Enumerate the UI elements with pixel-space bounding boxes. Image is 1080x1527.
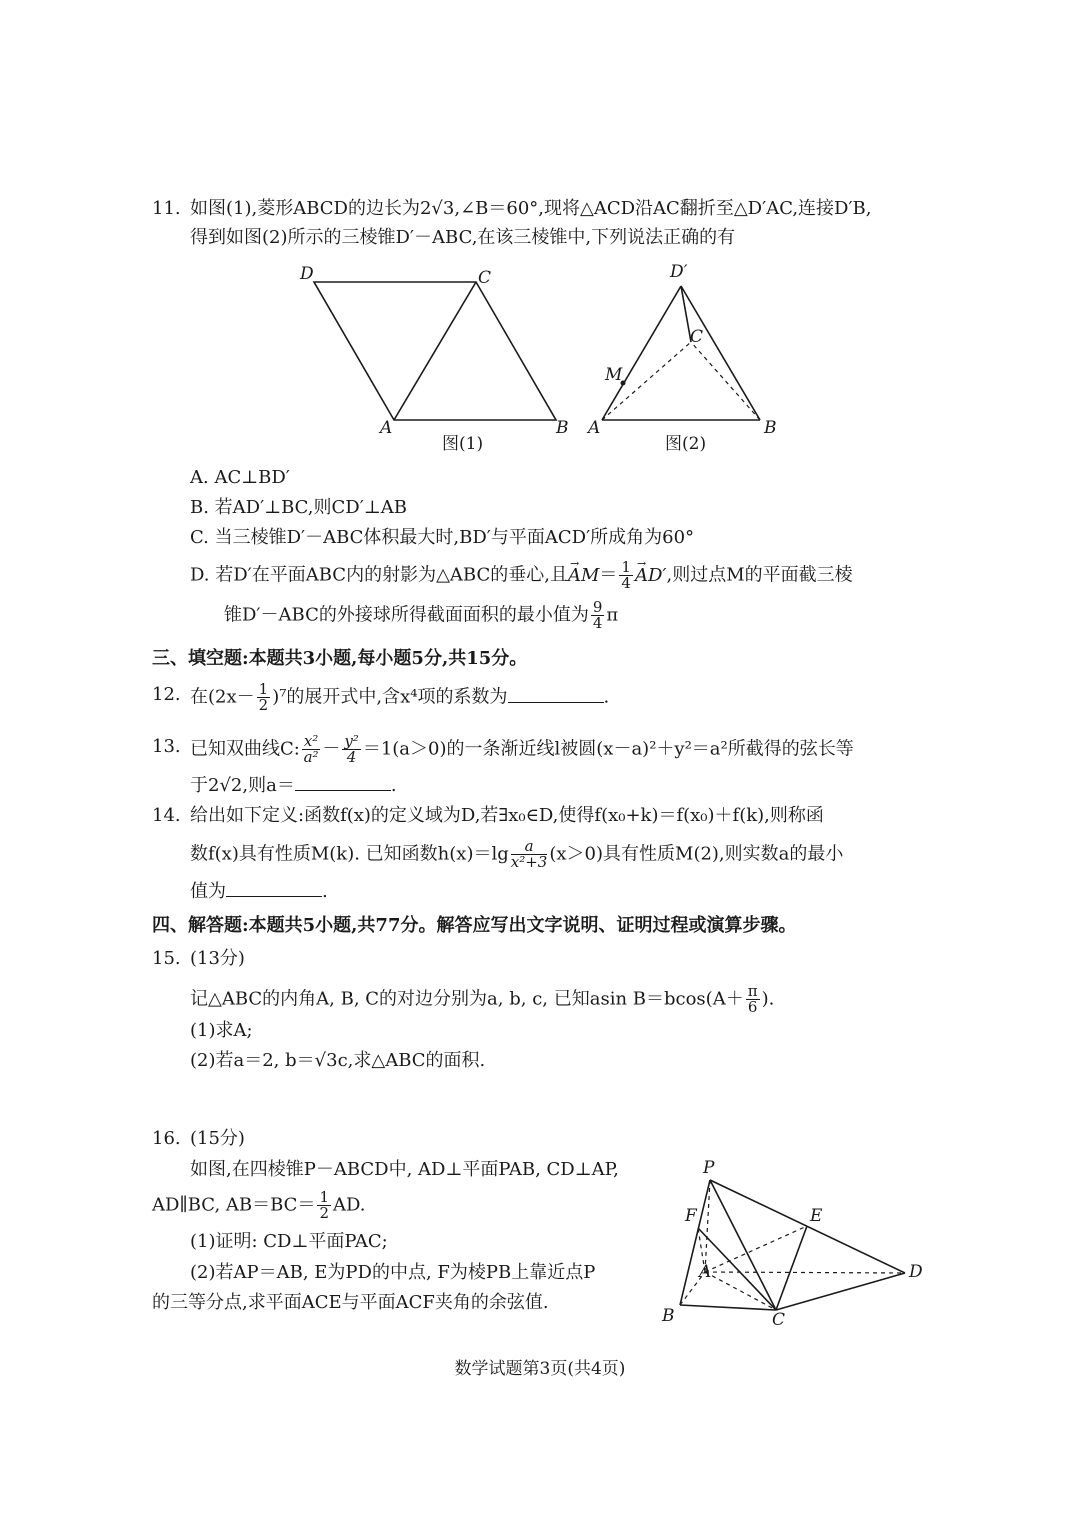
fig2-label-C: C (690, 327, 704, 347)
q16-part2-line1: (2)若AP＝AB, E为PD的中点, F为棱PB上靠近点P (190, 1262, 596, 1283)
q14-line3 (190, 878, 328, 905)
q15-statement-post: ). (761, 988, 775, 1010)
fraction-1-4: $\frac{1}{4}$ (621, 558, 631, 592)
q11-option-b: B. 若AD′⊥BC,则CD′⊥AB (190, 497, 407, 518)
fig1-label-D: D (300, 264, 314, 284)
q16-figure-pyramid (660, 1160, 930, 1335)
q16-fig-label-E: E (810, 1206, 823, 1226)
fig1-label-B: B (556, 418, 569, 438)
section-4-heading: 四、解答题:本题共5小题,共77分。解答应写出文字说明、证明过程或演算步骤。 (152, 915, 797, 936)
q14-line2 (190, 839, 843, 870)
fraction-1-2-q16: $\frac{1}{2}$ (319, 1188, 329, 1222)
q11-option-c: C. 当三棱锥D′－ABC体积最大时,BD′与平面ACD′所成角为60° (190, 527, 695, 548)
q14-number: 14. (152, 805, 181, 826)
q16-line2-pre: AD∥BC, AB＝BC＝ (152, 1194, 316, 1216)
q11-option-d-text-b: ,则过点M的平面截三棱 (666, 564, 853, 586)
q12-pre: 在(2x－ (190, 686, 255, 708)
q15-statement (190, 984, 774, 1015)
page-footer: 数学试题第3页(共4页) (454, 1359, 626, 1379)
fraction-pi-6: $\frac{\pi}{6}$ (747, 982, 758, 1016)
q16-fig-label-C: C (772, 1310, 786, 1330)
q16-fig-label-F: F (685, 1206, 697, 1226)
q15-part1: (1)求A; (190, 1020, 253, 1041)
q16-line2-post: AD. (333, 1194, 366, 1216)
q13-number: 13. (152, 736, 181, 757)
q13-end: . (390, 775, 397, 796)
q11-figure1-rhombus (300, 262, 580, 452)
fraction-9-4: $\frac{9}{4}$ (592, 598, 603, 632)
q11-option-a: A. AC⊥BD′ (190, 467, 290, 488)
fig2-label-B: B (764, 418, 777, 438)
fig2-label-M: M (605, 365, 623, 385)
q16-number: 16. (152, 1128, 181, 1149)
q13-answer-blank[interactable] (295, 772, 391, 791)
q14-line3-text: 值为 (190, 881, 226, 902)
fraction-1-2: $\frac{1}{2}$ (258, 680, 269, 714)
q15-score: (13分) (190, 948, 245, 969)
q13-pre: 已知双曲线C: (190, 738, 300, 760)
q14-line2-pre: 数f(x)具有性质M(k). 已知函数h(x)＝lg (190, 843, 509, 865)
q11-option-d-line2 (224, 600, 618, 631)
q11-text-line2: 得到如图(2)所示的三棱锥D′－ABC,在该三棱锥中,下列说法正确的有 (190, 227, 736, 248)
q15-part2: (2)若a＝2, b＝√3c,求△ABC的面积. (190, 1050, 486, 1071)
q12-text (190, 682, 609, 713)
q16-line2 (152, 1190, 366, 1221)
q14-line2-post: (x＞0)具有性质M(2),则实数a的最小 (549, 843, 844, 865)
pi-symbol: π (606, 604, 619, 626)
q16-fig-label-P: P (703, 1158, 715, 1178)
q11-figure2-tetrahedron (590, 270, 780, 440)
q13-line1 (190, 734, 854, 765)
q12-number: 12. (152, 684, 181, 705)
q15-number: 15. (152, 948, 181, 969)
q13-line2-text: 于2√2,则a＝ (190, 775, 295, 796)
q12-answer-blank[interactable] (508, 684, 604, 703)
q12-post: )⁷的展开式中,含x⁴项的系数为 (272, 686, 508, 708)
q13-post: ＝1(a＞0)的一条渐近线l被圆(x－a)²＋y²＝a²所截得的弦长等 (362, 738, 854, 760)
q15-statement-pre: 记△ABC的内角A, B, C的对边分别为a, b, c, 已知asin B＝bcos(A＋ (190, 988, 744, 1010)
q16-score: (15分) (190, 1128, 245, 1149)
fig2-label-D-prime: D′ (670, 262, 688, 282)
q11-number: 11. (152, 198, 181, 219)
fig2-label-A: A (588, 418, 601, 438)
q16-fig-label-B: B (662, 1306, 675, 1326)
section-3-heading: 三、填空题:本题共3小题,每小题5分,共15分。 (152, 648, 528, 669)
q13-minus: － (322, 738, 341, 760)
fraction-a-x2plus3: $\frac{a}{\text{x²+3}}$ (510, 837, 548, 871)
q12-end: . (603, 686, 610, 708)
fig1-caption: 图(1) (442, 434, 484, 454)
q16-line1: 如图,在四棱锥P－ABCD中, AD⊥平面PAB, CD⊥AP, (190, 1159, 619, 1180)
q16-fig-label-D: D (909, 1262, 923, 1282)
q11-option-d-eq: ＝ (599, 564, 618, 586)
q13-line2 (190, 772, 397, 799)
q16-part1: (1)证明: CD⊥平面PAC; (190, 1231, 388, 1252)
q16-part2-line2: 的三等分点,求平面ACE与平面ACF夹角的余弦值. (152, 1292, 549, 1313)
fraction-x2-a2: $\frac{\text{x²}}{\text{a²}}$ (303, 732, 319, 766)
vector-ad-prime: → AD′ (635, 563, 667, 589)
q14-end: . (322, 881, 328, 902)
fraction-y2-4: $\frac{\text{y²}}{4}$ (344, 732, 359, 766)
fig1-label-A: A (380, 418, 393, 438)
q11-text-line1: 如图(1),菱形ABCD的边长为2√3,∠B＝60°,现将△ACD沿AC翻折至△D′AC,连接D′B, (190, 198, 872, 219)
fig2-caption: 图(2) (665, 434, 707, 454)
q11-option-d-text-a: D. 若D′在平面ABC内的射影为△ABC的垂心,且 (190, 564, 568, 586)
vector-am: → AM (568, 563, 599, 589)
q16-fig-label-A: A (699, 1262, 712, 1282)
q14-line1: 给出如下定义:函数f(x)的定义域为D,若∃x₀∈D,使得f(x₀+k)＝f(x₀)＋f(k),则称函 (190, 805, 824, 826)
q14-answer-blank[interactable] (226, 878, 322, 897)
q11-option-d-line2-text: 锥D′－ABC的外接球所得截面面积的最小值为 (224, 604, 589, 626)
fig1-label-C: C (478, 268, 492, 288)
q11-option-d-line1 (190, 560, 853, 591)
